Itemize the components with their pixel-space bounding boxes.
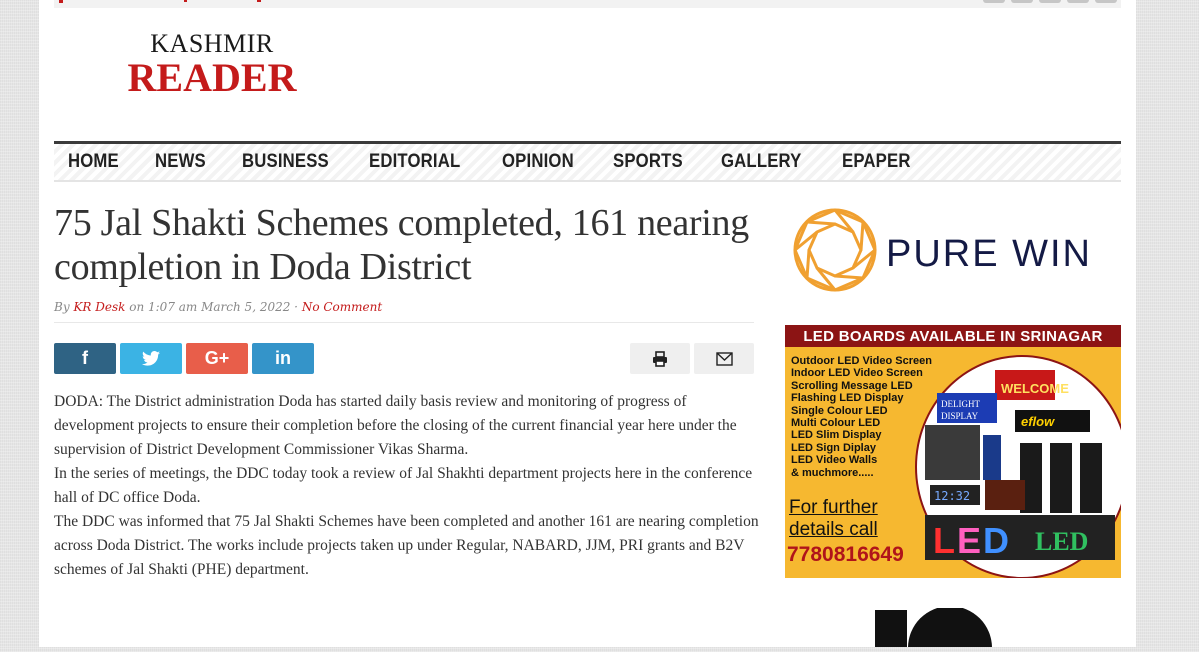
nav-item-news[interactable]: NEWS bbox=[154, 151, 206, 172]
article-paragraph: DODA: The District administration Doda has started daily basis review and monitoring of progress of development projects to ensure their completion before the closing of the current financial year here under the supervision of District Development Commissioner Vikas Sharma. bbox=[54, 393, 737, 458]
svg-text:L: L bbox=[933, 520, 955, 561]
meta-by: By bbox=[54, 300, 70, 314]
meta-date: on 1:07 am March 5, 2022 · bbox=[129, 300, 298, 314]
led-ad-feature: & muchmore..... bbox=[791, 466, 874, 479]
author-link[interactable]: KR Desk bbox=[73, 300, 126, 314]
led-ad-feature: Single Colour LED bbox=[791, 404, 888, 417]
pure-win-logo bbox=[784, 200, 1124, 305]
email-icon bbox=[716, 352, 733, 366]
nav-item-epaper[interactable]: EPAPER bbox=[841, 151, 911, 172]
logo-text-reader: READER bbox=[127, 55, 297, 100]
svg-text:E: E bbox=[957, 520, 982, 561]
led-ad-feature: Scrolling Message LED bbox=[791, 379, 913, 392]
article-paragraph: In the series of meetings, the DDC today took a review of Jal Shakhti department projects here in the conference hall of DC office Doda. bbox=[54, 465, 753, 506]
print-icon bbox=[652, 351, 668, 367]
nav-item-editorial[interactable]: EDITORIAL bbox=[369, 151, 461, 172]
led-ad-feature: LED Slim Display bbox=[791, 429, 882, 442]
led-ad-header: LED BOARDS AVAILABLE IN SRINAGAR bbox=[785, 325, 1121, 347]
ad-led-boards[interactable] bbox=[785, 325, 1121, 578]
svg-text:WELCOME: WELCOME bbox=[1001, 381, 1069, 396]
call-line: details call bbox=[789, 519, 878, 540]
googleplus-icon: G+ bbox=[204, 348, 230, 368]
main-nav bbox=[54, 141, 1121, 182]
led-ad-features bbox=[791, 355, 932, 479]
site-logo[interactable] bbox=[117, 30, 307, 98]
article-paragraph: The DDC was informed that 75 Jal Shakti Schemes have been completed and another 161 are nearing completion across Doda District. The works include projects taken up under Regular, NABARD, JJM, PRI grants and B2V schemes of Jal Shakti (PHE) department. bbox=[54, 513, 759, 578]
article-title: 75 Jal Shakti Schemes completed, 161 nearing completion in Doda District bbox=[54, 202, 749, 288]
svg-text:D: D bbox=[983, 520, 1009, 561]
ad-bottom-logo[interactable] bbox=[875, 608, 995, 647]
nav-item-business[interactable]: BUSINESS bbox=[241, 151, 329, 172]
led-ad-feature: LED Video Walls bbox=[791, 454, 878, 467]
led-ad-feature: Multi Colour LED bbox=[791, 417, 881, 430]
top-social-icon[interactable] bbox=[1011, 0, 1033, 3]
top-bar bbox=[54, 0, 1121, 8]
article-meta bbox=[54, 300, 754, 323]
led-screens-image bbox=[925, 365, 1115, 565]
led-ad-feature: Flashing LED Display bbox=[791, 392, 904, 405]
share-googleplus-button[interactable] bbox=[186, 343, 248, 374]
comments-link[interactable]: No Comment bbox=[301, 300, 383, 314]
top-social-icon[interactable] bbox=[983, 0, 1005, 3]
led-ad-feature: Outdoor LED Video Screen bbox=[791, 355, 932, 367]
nav-item-home[interactable]: HOME bbox=[68, 151, 119, 172]
ad-logo-graphic bbox=[875, 608, 995, 647]
svg-text:DELIGHT: DELIGHT bbox=[941, 399, 980, 409]
led-ad-feature: LED Sign Diplay bbox=[791, 441, 876, 454]
led-ad-call-text bbox=[789, 497, 878, 541]
svg-text:PURE WIN: PURE WIN bbox=[886, 233, 1092, 275]
ad-pure-win[interactable] bbox=[784, 200, 1124, 305]
svg-text:12:32: 12:32 bbox=[934, 489, 971, 503]
led-ad-phone: 7780816649 bbox=[787, 543, 904, 566]
top-social-icon[interactable] bbox=[1067, 0, 1089, 3]
top-bar-accent bbox=[184, 0, 187, 2]
logo-text-kashmir: KASHMIR bbox=[150, 29, 274, 58]
svg-text:LED: LED bbox=[1035, 527, 1089, 556]
top-bar-accent bbox=[59, 0, 63, 3]
facebook-icon: f bbox=[82, 348, 88, 368]
call-line: For further bbox=[789, 497, 878, 518]
nav-item-gallery[interactable]: GALLERY bbox=[721, 151, 802, 172]
share-facebook-button[interactable] bbox=[54, 343, 116, 374]
led-ad-feature: Indoor LED Video Screen bbox=[791, 367, 923, 380]
share-twitter-button[interactable] bbox=[120, 343, 182, 374]
page-container bbox=[39, 0, 1136, 647]
article-tools bbox=[630, 343, 754, 374]
print-button[interactable] bbox=[630, 343, 690, 374]
top-social-icon[interactable] bbox=[1039, 0, 1061, 3]
top-social-icon[interactable] bbox=[1095, 0, 1117, 3]
svg-text:DISPLAY: DISPLAY bbox=[941, 411, 979, 421]
svg-text:eflow: eflow bbox=[1021, 414, 1055, 429]
share-buttons bbox=[54, 343, 314, 374]
share-linkedin-button[interactable] bbox=[252, 343, 314, 374]
top-bar-accent bbox=[257, 0, 261, 2]
nav-item-sports[interactable]: SPORTS bbox=[612, 151, 683, 172]
article-body bbox=[54, 390, 759, 582]
twitter-icon bbox=[142, 351, 160, 366]
linkedin-icon: in bbox=[275, 348, 291, 368]
top-social-icons bbox=[983, 0, 1117, 3]
email-button[interactable] bbox=[694, 343, 754, 374]
nav-item-opinion[interactable]: OPINION bbox=[502, 151, 575, 172]
